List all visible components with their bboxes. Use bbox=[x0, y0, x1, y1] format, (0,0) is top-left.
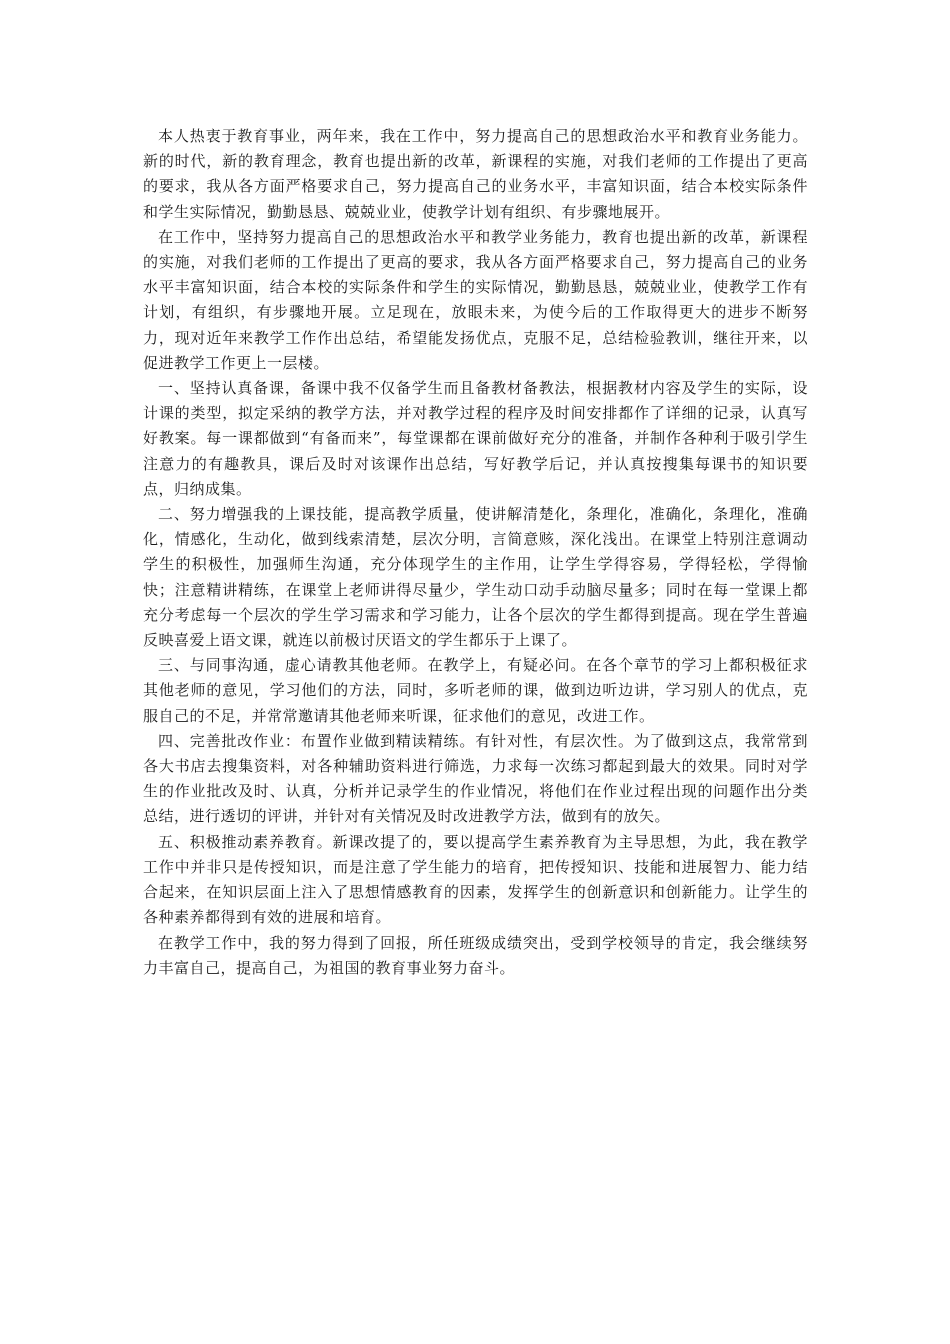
paragraph-intro: 本人热衷于教育事业，两年来，我在工作中，努力提高自己的思想政治水平和教育业务能力。新的时代，新的教育理念，教育也提出新的改革，新课程的实施，对我们老师的工作提出了更高的要求，我从各方面严格要求自己，努力提高自己的业务水平，丰富知识面，结合本校实际条件和学生实际情况，勤勤恳恳、兢兢业业，使教学计划有组织、有步骤地展开。 bbox=[143, 127, 808, 221]
paragraph-section-2: 二、努力增强我的上课技能，提高教学质量，使讲解清楚化，条理化，准确化，条理化，准确化，情感化，生动化，做到线索清楚，层次分明，言简意赅，深化浅出。在课堂上特别注意调动学生的积极性，加强师生沟通，充分体现学生的主作用，让学生学得容易，学得轻松，学得愉快；注意精讲精练，在课堂上老师讲得尽量少，学生动口动手动脑尽量多；同时在每一堂课上都充分考虑每一个层次的学生学习需求和学习能力，让各个层次的学生都得到提高。现在学生普遍反映喜爱上语文课，就连以前极讨厌语文的学生都乐于上课了。 bbox=[143, 505, 808, 650]
paragraph-work-overview: 在工作中，坚持努力提高自己的思想政治水平和教学业务能力，教育也提出新的改革，新课程的实施，对我们老师的工作提出了更高的要求，我从各方面严格要求自己，努力提高自己的业务水平丰富知识面，结合本校的实际条件和学生的实际情况，勤勤恳恳，兢兢业业，使教学工作有计划，有组织，有步骤地开展。立足现在，放眼未来，为使今后的工作取得更大的进步不断努力，现对近年来教学工作作出总结，希望能发扬优点，克服不足，总结检验教训，继往开来，以促进教学工作更上一层楼。 bbox=[143, 227, 808, 372]
document-body bbox=[143, 124, 808, 981]
paragraph-section-1: 一、坚持认真备课，备课中我不仅备学生而且备教材备教法，根据教材内容及学生的实际，设计课的类型，拟定采纳的教学方法，并对教学过程的程序及时间安排都作了详细的记录，认真写好教案。每一课都做到“有备而来”，每堂课都在课前做好充分的准备，并制作各种利于吸引学生注意力的有趣教具，课后及时对该课作出总结，写好教学后记，并认真按搜集每课书的知识要点，归纳成集。 bbox=[143, 379, 808, 498]
paragraph-conclusion: 在教学工作中，我的努力得到了回报，所任班级成绩突出，受到学校领导的肯定，我会继续努力丰富自己，提高自己，为祖国的教育事业努力奋斗。 bbox=[143, 933, 808, 977]
paragraph-section-3: 三、与同事沟通，虚心请教其他老师。在教学上，有疑必问。在各个章节的学习上都积极征求其他老师的意见，学习他们的方法，同时，多听老师的课，做到边听边讲，学习别人的优点，克服自己的不足，并常常邀请其他老师来听课，征求他们的意见，改进工作。 bbox=[143, 656, 808, 725]
paragraph-section-5: 五、积极推动素养教育。新课改提了的，要以提高学生素养教育为主导思想，为此，我在教学工作中并非只是传授知识，而是注意了学生能力的培育，把传授知识、技能和进展智力、能力结合起来，在知识层面上注入了思想情感教育的因素，发挥学生的创新意识和创新能力。让学生的各种素养都得到有效的进展和培育。 bbox=[143, 832, 808, 927]
paragraph-section-4: 四、完善批改作业：布置作业做到精读精练。有针对性，有层次性。为了做到这点，我常常到各大书店去搜集资料，对各种辅助资料进行筛选，力求每一次练习都起到最大的效果。同时对学生的作业批改及时、认真，分析并记录学生的作业情况，将他们在作业过程出现的问题作出分类总结，进行透切的评讲，并针对有关情况及时改进教学方法，做到有的放矢。 bbox=[143, 731, 808, 826]
